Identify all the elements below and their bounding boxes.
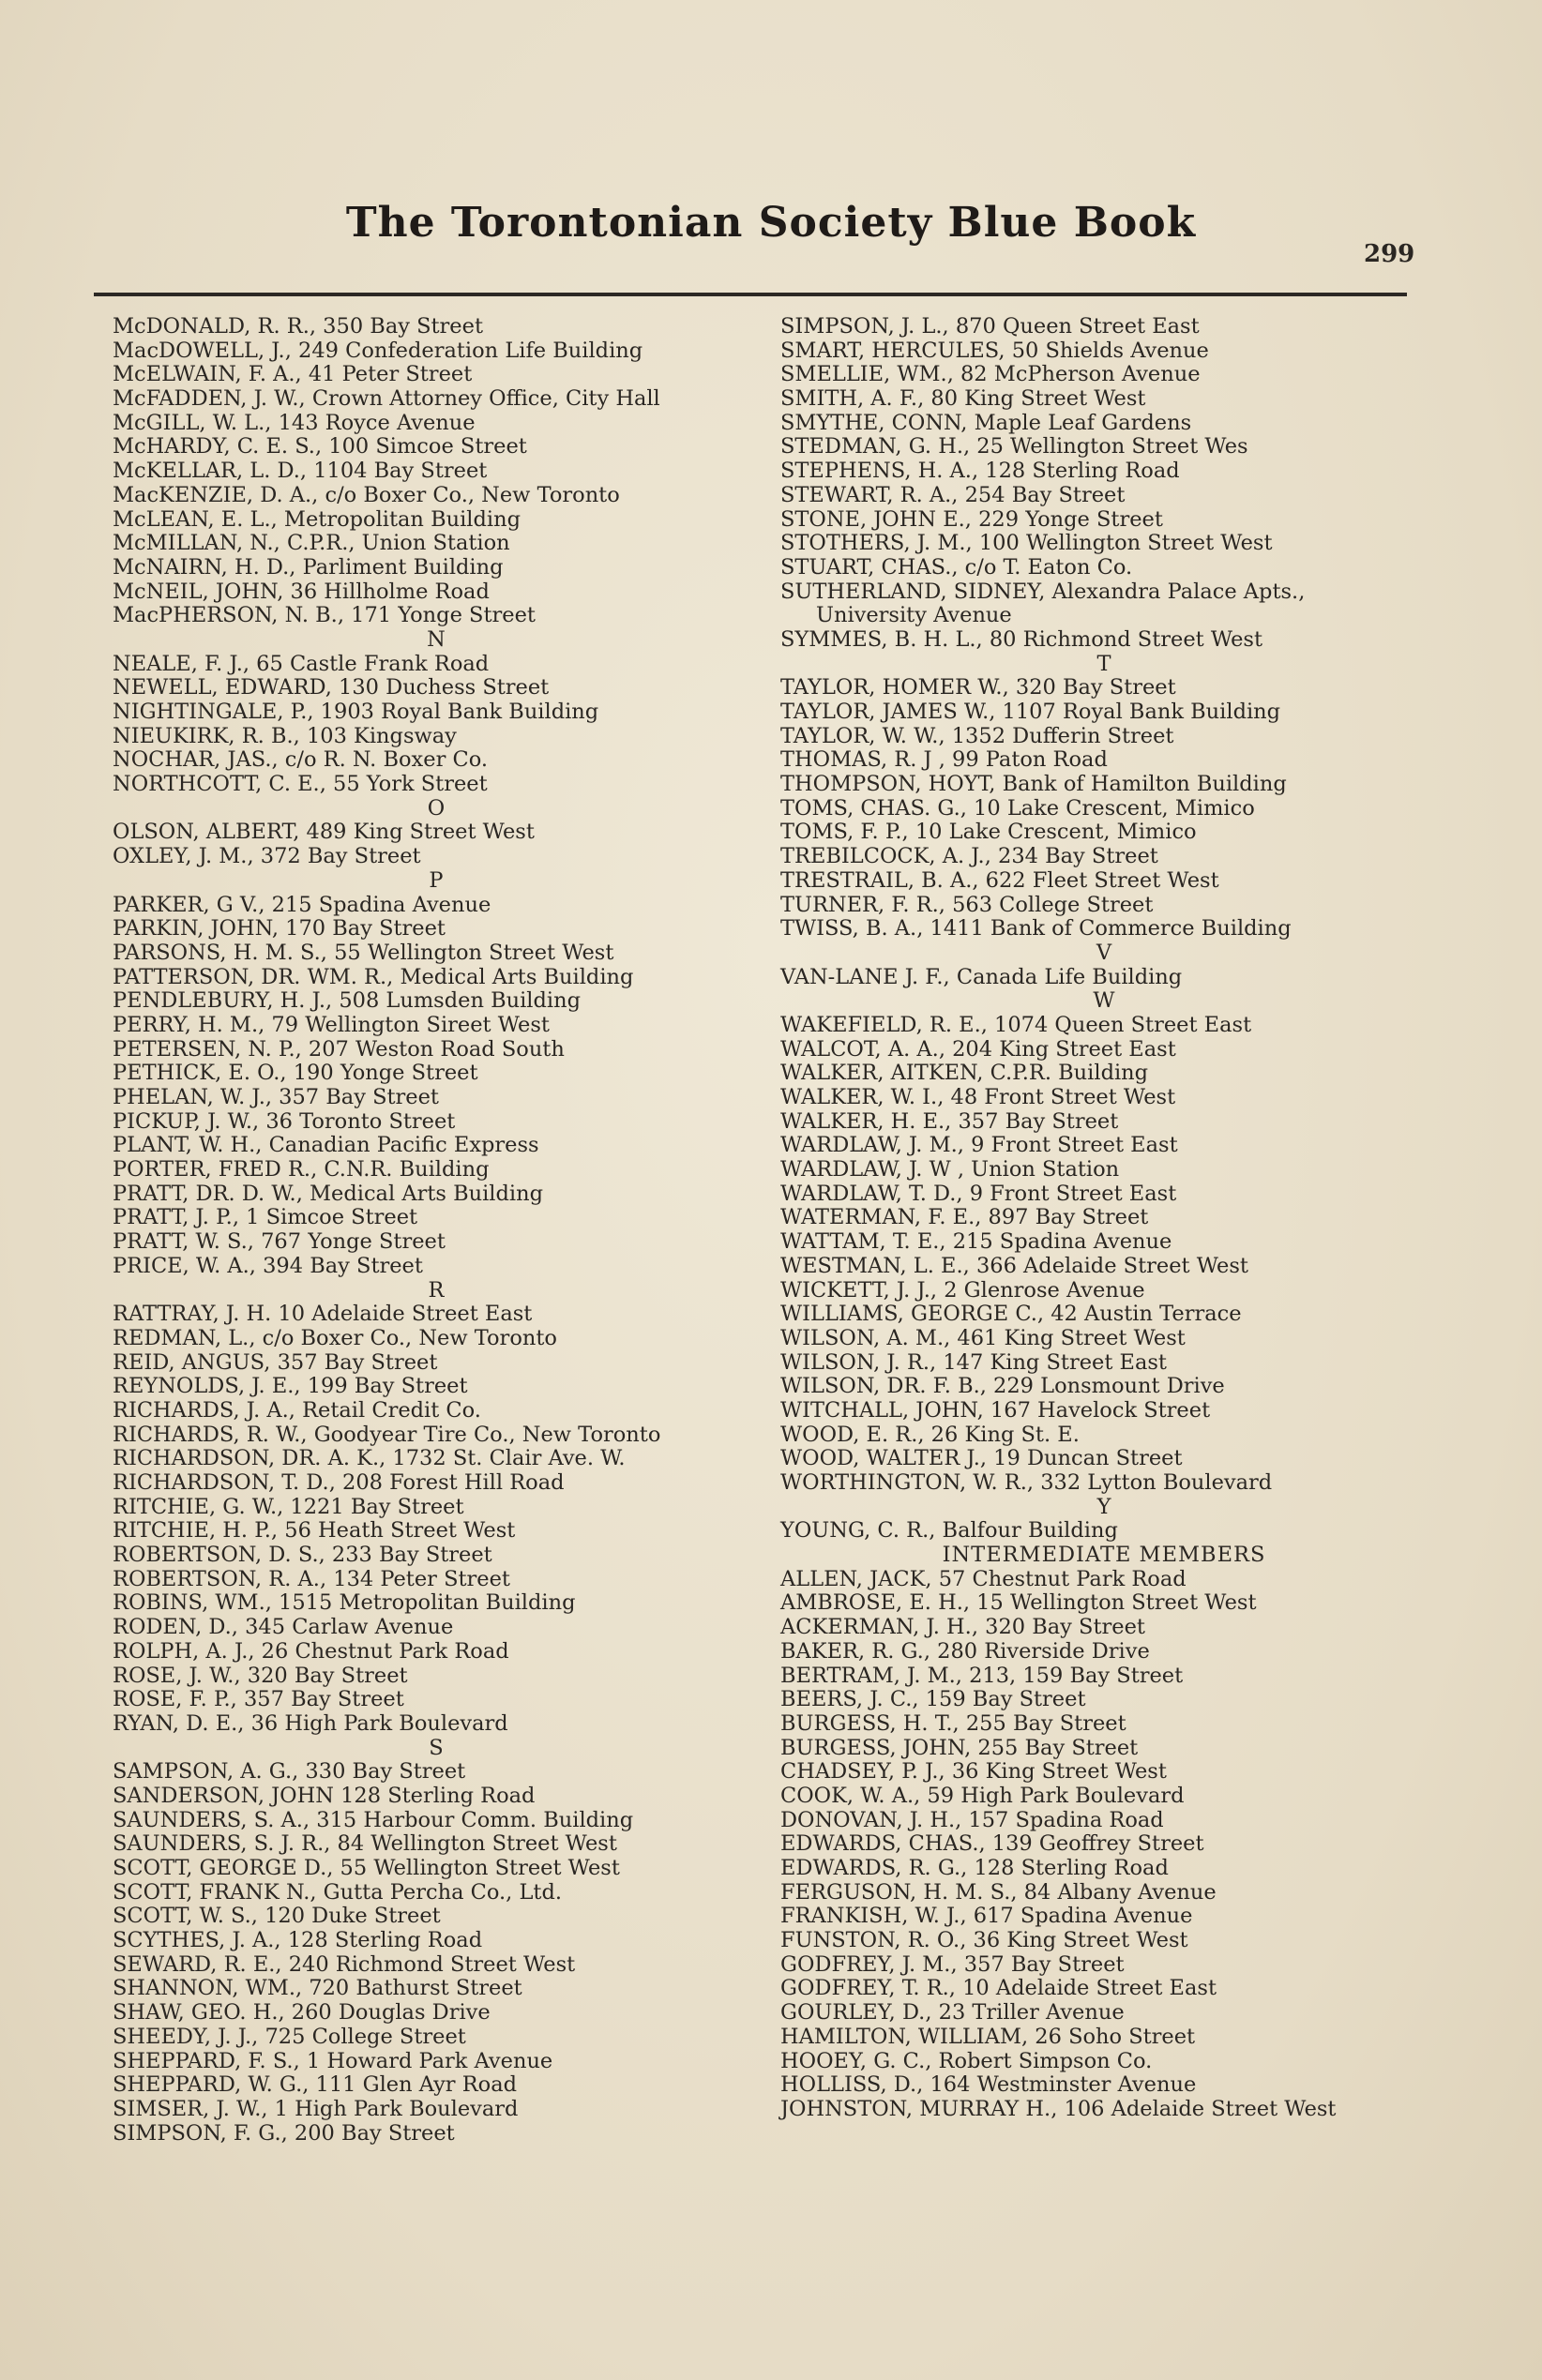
directory-entry: GOURLEY, D., 23 Triller Avenue [780,2000,1125,2026]
directory-entry: SANDERSON, JOHN 128 Sterling Road [113,1783,536,1808]
directory-entry: CHADSEY, P. J., 36 King Street West [780,1759,1167,1785]
directory-entry: PATTERSON, DR. WM. R., Medical Arts Building [113,964,634,989]
directory-entry: MacPHERSON, N. B., 171 Yonge Street [113,603,536,628]
entry-continuation: University Avenue [816,603,1012,628]
directory-entry: PICKUP, J. W., 36 Toronto Street [113,1108,456,1134]
directory-entry: REDMAN, L., c/o Boxer Co., New Toronto [113,1325,557,1350]
directory-entry: ROBINS, WM., 1515 Metropolitan Building [113,1590,576,1616]
directory-entry: WILSON, DR. F. B., 229 Lonsmount Drive [780,1374,1225,1399]
directory-entry: BURGESS, JOHN, 255 Bay Street [780,1735,1139,1760]
directory-entry: OXLEY, J. M., 372 Bay Street [113,844,421,869]
directory-entry: WORTHINGTON, W. R., 332 Lytton Boulevard [780,1470,1273,1495]
directory-entry: ROSE, J. W., 320 Bay Street [113,1663,408,1688]
directory-entry: HOLLISS, D., 164 Westminster Avenue [780,2072,1197,2098]
directory-entry: THOMPSON, HOYT, Bank of Hamilton Building [780,772,1287,797]
directory-entry: VAN-LANE J. F., Canada Life Building [780,964,1183,989]
directory-entry: SHEPPARD, F. S., 1 Howard Park Avenue [113,2048,553,2073]
directory-entry: PORTER, FRED R., C.N.R. Building [113,1157,490,1182]
directory-entry: SMART, HERCULES, 50 Shields Avenue [780,338,1209,363]
directory-entry: SIMPSON, F. G., 200 Bay Street [113,2120,455,2146]
directory-entry: WALCOT, A. A., 204 King Street East [780,1036,1176,1062]
directory-entry: RICHARDSON, DR. A. K., 1732 St. Clair Ave. W. [113,1446,626,1471]
directory-entry: SCYTHES, J. A., 128 Sterling Road [113,1928,483,1953]
directory-entry: NIEUKIRK, R. B., 103 Kingsway [113,723,457,748]
section-letter: P [429,867,444,893]
directory-entry: GODFREY, T. R., 10 Adelaide Street East [780,1976,1217,2001]
directory-entry: TREBILCOCK, A. J., 234 Bay Street [780,844,1158,869]
directory-entry: SAMPSON, A. G., 330 Bay Street [113,1759,466,1785]
directory-entry: BAKER, R. G., 280 Riverside Drive [780,1638,1150,1664]
directory-entry: McFADDEN, J. W., Crown Attorney Office, City Hall [113,386,660,412]
directory-entry: SMELLIE, WM., 82 McPherson Avenue [780,362,1201,387]
directory-entry: PRATT, DR. D. W., Medical Arts Building [113,1181,543,1206]
page-number: 299 [1364,240,1415,268]
directory-entry: PRATT, J. P., 1 Simcoe Street [113,1205,418,1230]
directory-entry: PETHICK, E. O., 190 Yonge Street [113,1061,478,1086]
directory-entry: TAYLOR, HOMER W., 320 Bay Street [780,675,1176,700]
directory-entry: SCOTT, GEORGE D., 55 Wellington Street West [113,1856,620,1880]
directory-entry: REYNOLDS, J. E., 199 Bay Street [113,1374,468,1399]
directory-entry: SIMSER, J. W., 1 High Park Boulevard [113,2096,519,2121]
directory-entry: SHEPPARD, W. G., 111 Glen Ayr Road [113,2072,518,2098]
book-title: The Torontonian Society Blue Book [345,199,1197,247]
directory-entry: SHANNON, WM., 720 Bathurst Street [113,1976,522,2001]
directory-entry: PENDLEBURY, H. J., 508 Lumsden Building [113,988,581,1014]
directory-entry: WICKETT, J. J., 2 Glenrose Avenue [780,1277,1145,1303]
directory-entry: STUART, CHAS., c/o T. Eaton Co. [780,554,1133,580]
directory-entry: PRATT, W. S., 767 Yonge Street [113,1229,446,1255]
directory-entry: REID, ANGUS, 357 Bay Street [113,1349,438,1375]
directory-entry: PARSONS, H. M. S., 55 Wellington Street West [113,940,614,965]
directory-entry: YOUNG, C. R., Balfour Building [780,1518,1118,1544]
directory-entry: PHELAN, W. J., 357 Bay Street [113,1085,439,1109]
directory-entry: EDWARDS, CHAS., 139 Geoffrey Street [780,1831,1204,1857]
directory-entry: WESTMAN, L. E., 366 Adelaide Street West [780,1253,1248,1278]
directory-entry: RYAN, D. E., 36 High Park Boulevard [113,1710,508,1736]
directory-entry: WILSON, J. R., 147 King Street East [780,1349,1167,1375]
directory-entry: SHEEDY, J. J., 725 College Street [113,2024,466,2049]
directory-entry: SEWARD, R. E., 240 Richmond Street West [113,1951,576,1977]
section-letter: N [427,626,446,652]
directory-entry: PERRY, H. M., 79 Wellington Sireet West [113,1012,550,1037]
right-column [780,315,1428,2122]
directory-entry: SAUNDERS, S. J. R., 84 Wellington Street West [113,1831,617,1857]
directory-entry: McNAIRN, H. D., Parliment Building [113,554,504,580]
directory-entry: SMYTHE, CONN, Maple Leaf Gardens [780,410,1192,435]
directory-entry: BEERS, J. C., 159 Bay Street [780,1687,1086,1712]
directory-entry: PARKIN, JOHN, 170 Bay Street [113,916,446,941]
directory-entry: MacDOWELL, J., 249 Confederation Life Building [113,338,643,363]
directory-entry: SAUNDERS, S. A., 315 Harbour Comm. Building [113,1807,634,1832]
directory-entry: RATTRAY, J. H. 10 Adelaide Street East [113,1302,533,1327]
directory-entry: ROSE, F. P., 357 Bay Street [113,1687,404,1712]
directory-entry: WATERMAN, F. E., 897 Bay Street [780,1205,1149,1230]
directory-entry: SMITH, A. F., 80 King Street West [780,386,1146,412]
directory-entry: GODFREY, J. M., 357 Bay Street [780,1951,1125,1977]
directory-entry: WALKER, W. I., 48 Front Street West [780,1085,1176,1109]
directory-entry: McKELLAR, L. D., 1104 Bay Street [113,459,488,484]
directory-entry: WILSON, A. M., 461 King Street West [780,1325,1186,1350]
directory-entry: WOOD, E. R., 26 King St. E. [780,1422,1080,1447]
directory-entry: RITCHIE, H. P., 56 Heath Street West [113,1518,516,1544]
directory-entry: SHAW, GEO. H., 260 Douglas Drive [113,2000,491,2026]
directory-entry: HAMILTON, WILLIAM, 26 Soho Street [780,2024,1196,2049]
directory-entry: FERGUSON, H. M. S., 84 Albany Avenue [780,1879,1217,1905]
directory-entry: NIGHTINGALE, P., 1903 Royal Bank Building [113,700,599,724]
directory-entry: McNEIL, JOHN, 36 Hillholme Road [113,579,490,604]
directory-entry: PLANT, W. H., Canadian Pacific Express [113,1133,539,1158]
section-letter: S [429,1735,444,1760]
directory-entry: TAYLOR, JAMES W., 1107 Royal Bank Building [780,700,1281,724]
directory-entry: McELWAIN, F. A., 41 Peter Street [113,362,473,387]
directory-entry: PETERSEN, N. P., 207 Weston Road South [113,1036,565,1062]
directory-entry: WATTAM, T. E., 215 Spadina Avenue [780,1229,1172,1255]
directory-entry: McLEAN, E. L., Metropolitan Building [113,506,521,532]
header-rule [94,293,1407,296]
directory-entry: McHARDY, C. E. S., 100 Simcoe Street [113,434,527,459]
directory-entry: ALLEN, JACK, 57 Chestnut Park Road [780,1566,1187,1591]
directory-entry: McDONALD, R. R., 350 Bay Street [113,314,483,339]
directory-entry: TAYLOR, W. W., 1352 Dufferin Street [780,723,1174,748]
directory-entry: FUNSTON, R. O., 36 King Street West [780,1928,1188,1953]
directory-entry: BERTRAM, J. M., 213, 159 Bay Street [780,1663,1184,1688]
left-column [113,315,760,2146]
directory-entry: THOMAS, R. J , 99 Paton Road [780,747,1108,773]
directory-entry: WOOD, WALTER J., 19 Duncan Street [780,1446,1183,1471]
directory-entry: HOOEY, G. C., Robert Simpson Co. [780,2048,1153,2073]
section-letter: T [1096,651,1111,676]
directory-entry: WARDLAW, J. W , Union Station [780,1157,1120,1182]
directory-entry: COOK, W. A., 59 High Park Boulevard [780,1783,1185,1808]
directory-entry: BURGESS, H. T., 255 Bay Street [780,1710,1126,1736]
directory-entry: TURNER, F. R., 563 College Street [780,892,1154,917]
directory-entry: ROLPH, A. J., 26 Chestnut Park Road [113,1638,509,1664]
directory-entry: STEWART, R. A., 254 Bay Street [780,482,1126,507]
directory-entry: MacKENZIE, D. A., c/o Boxer Co., New Toronto [113,482,620,507]
section-letter: V [1096,940,1112,965]
directory-entry: FRANKISH, W. J., 617 Spadina Avenue [780,1904,1193,1929]
directory-entry: RICHARDS, J. A., Retail Credit Co. [113,1397,481,1423]
directory-entry: AMBROSE, E. H., 15 Wellington Street West [780,1590,1257,1616]
directory-entry: PARKER, G V., 215 Spadina Avenue [113,892,491,917]
directory-entry: RICHARDSON, T. D., 208 Forest Hill Road [113,1470,565,1495]
directory-entry: TOMS, F. P., 10 Lake Crescent, Mimico [780,820,1197,845]
directory-entry: OLSON, ALBERT, 489 King Street West [113,820,535,845]
directory-entry: WILLIAMS, GEORGE C., 42 Austin Terrace [780,1302,1242,1327]
directory-entry: SCOTT, W. S., 120 Duke Street [113,1904,441,1929]
directory-entry: EDWARDS, R. G., 128 Sterling Road [780,1856,1169,1880]
page-header [0,199,1542,268]
directory-entry: WARDLAW, T. D., 9 Front Street East [780,1181,1177,1206]
directory-entry: SYMMES, B. H. L., 80 Richmond Street West [780,626,1263,652]
directory-entry: STEDMAN, G. H., 25 Wellington Street Wes [780,434,1248,459]
directory-entry: ROBERTSON, D. S., 233 Bay Street [113,1543,492,1568]
directory-entry: ROBERTSON, R. A., 134 Peter Street [113,1566,510,1591]
directory-entry: NOCHAR, JAS., c/o R. N. Boxer Co. [113,747,488,773]
directory-entry: TRESTRAIL, B. A., 622 Fleet Street West [780,867,1219,893]
directory-entry: NORTHCOTT, C. E., 55 York Street [113,772,488,797]
directory-entry: STOTHERS, J. M., 100 Wellington Street West [780,531,1273,556]
directory-entry: RICHARDS, R. W., Goodyear Tire Co., New Toronto [113,1422,661,1447]
directory-entry: WARDLAW, J. M., 9 Front Street East [780,1133,1178,1158]
directory-entry: WAKEFIELD, R. E., 1074 Queen Street East [780,1012,1252,1037]
directory-entry: SIMPSON, J. L., 870 Queen Street East [780,314,1200,339]
directory-entry: WALKER, H. E., 357 Bay Street [780,1108,1119,1134]
directory-entry: McGILL, W. L., 143 Royce Avenue [113,410,476,435]
section-letter: R [428,1277,445,1303]
directory-entry: TOMS, CHAS. G., 10 Lake Crescent, Mimico [780,795,1255,821]
directory-entry: WALKER, AITKEN, C.P.R. Building [780,1061,1149,1086]
directory-entry: PRICE, W. A., 394 Bay Street [113,1253,423,1278]
section-letter: O [427,795,446,821]
directory-entry: NEWELL, EDWARD, 130 Duchess Street [113,675,550,700]
directory-entry: SCOTT, FRANK N., Gutta Percha Co., Ltd. [113,1879,562,1905]
section-heading: INTERMEDIATE MEMBERS [942,1543,1266,1568]
directory-entry: RODEN, D., 345 Carlaw Avenue [113,1615,454,1640]
directory-entry: TWISS, B. A., 1411 Bank of Commerce Building [780,916,1292,941]
directory-entry: DONOVAN, J. H., 157 Spadina Road [780,1807,1164,1832]
directory-entry: NEALE, F. J., 65 Castle Frank Road [113,651,490,676]
directory-entry: JOHNSTON, MURRAY H., 106 Adelaide Street West [780,2096,1337,2121]
directory-entry: McMILLAN, N., C.P.R., Union Station [113,531,510,556]
section-letter: Y [1096,1494,1111,1519]
directory-entry: ACKERMAN, J. H., 320 Bay Street [780,1615,1145,1640]
section-letter: W [1093,988,1115,1014]
directory-entry: SUTHERLAND, SIDNEY, Alexandra Palace Apts., [780,579,1306,604]
directory-entry: RITCHIE, G. W., 1221 Bay Street [113,1494,464,1519]
directory-entry: WITCHALL, JOHN, 167 Havelock Street [780,1397,1211,1423]
directory-entry: STONE, JOHN E., 229 Yonge Street [780,506,1163,532]
directory-entry: STEPHENS, H. A., 128 Sterling Road [780,459,1180,484]
